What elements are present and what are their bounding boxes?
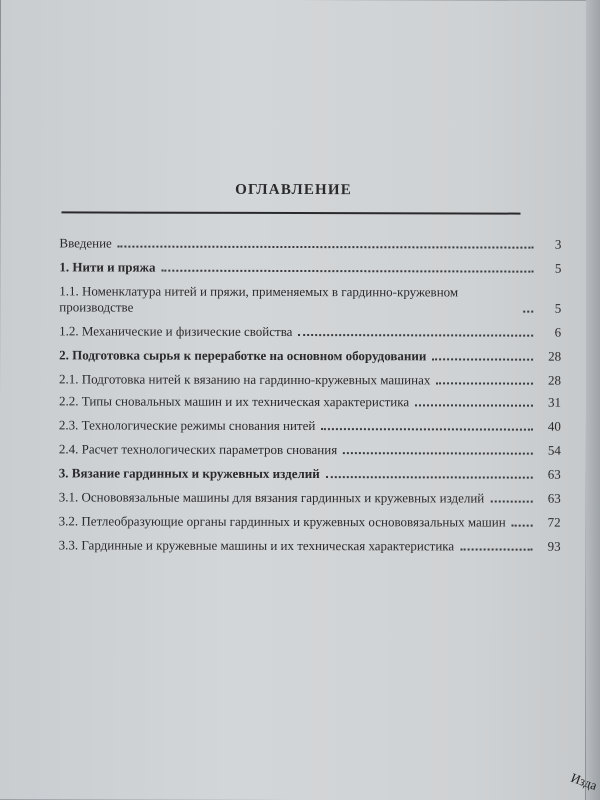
dot-leader [161, 268, 533, 273]
toc-entry-chapter-2 [59, 347, 561, 364]
toc-heading: ОГЛАВЛЕНИЕ [235, 181, 353, 199]
toc-entry-page: 5 [554, 260, 562, 276]
toc-entry-title: 1. Нити и пряжа [59, 259, 156, 275]
dot-leader [436, 380, 533, 384]
toc-entry-page: 93 [547, 538, 561, 554]
toc-entry-page: 31 [547, 394, 562, 410]
toc-entry-page: 63 [547, 490, 561, 506]
dot-leader [512, 523, 533, 527]
toc-entry-1-2 [59, 323, 561, 340]
toc-entry-page: 54 [547, 442, 561, 458]
toc-entry-3-3 [59, 537, 561, 554]
toc-entry-2-4 [59, 441, 561, 458]
toc-entry-title: 2.2. Типы сновальных машин и их техническая характеристика [58, 393, 410, 410]
toc-entry-1-1 [59, 283, 561, 316]
toc-entry-3-2 [59, 513, 561, 530]
dot-leader [523, 309, 533, 313]
toc-entry-title: 3.1. Основовязальные машины для вязания гардинных и кружевных изделий [58, 489, 485, 506]
toc-entry-page: 28 [548, 348, 562, 364]
toc-entry-title: 2.1. Подготовка нитей к вязанию на гардинно-кружевных машинах [59, 371, 431, 388]
toc-entry-2-2 [59, 393, 561, 410]
toc-entry-title: 3. Вязание гардинных и кружевных изделий [58, 465, 320, 482]
dot-leader [321, 426, 533, 431]
toc-entry-intro [59, 235, 561, 252]
dot-leader [343, 450, 533, 454]
dot-leader [432, 356, 533, 360]
toc-entry-title: 3.2. Петлеобразующие органы гардинных и кружевных основовязальных машин [58, 513, 506, 530]
toc-entry-title: 3.3. Гардинные и кружевные машины и их техническая характеристика [58, 537, 455, 554]
toc-entry-title: 2. Подготовка сырья к переработке на основном оборудовании [59, 347, 427, 364]
toc-entry-page: 63 [547, 466, 561, 482]
toc-entry-title: 2.3. Технологические режимы снования нитей [58, 417, 316, 434]
toc-entry-2-1 [59, 371, 561, 388]
heading-rule [61, 211, 520, 214]
table-of-contents [59, 235, 562, 562]
toc-entry-3-1 [59, 489, 561, 506]
toc-entry-title: 2.4. Расчет технологических параметров снования [58, 441, 338, 458]
dot-leader [298, 332, 533, 337]
toc-entry-page: 3 [554, 236, 562, 252]
corner-fragment-text: Изда [569, 769, 600, 794]
dot-leader [415, 402, 533, 406]
toc-entry-page: 72 [547, 514, 561, 530]
toc-entry-chapter-3 [59, 465, 561, 482]
toc-entry-title: 1.2. Механические и физические свойства [59, 323, 293, 339]
toc-entry-title: Введение [59, 235, 112, 251]
dot-leader [490, 499, 532, 503]
toc-entry-chapter-1 [59, 259, 561, 276]
toc-entry-page: 6 [554, 324, 562, 340]
toc-entry-page: 40 [547, 418, 561, 434]
toc-entry-title: 1.1. Номенклатура нитей и пряжи, применяемых в гардинно-кружевном производстве [59, 283, 459, 315]
next-page-edge [586, 0, 600, 800]
dot-leader [460, 546, 532, 550]
toc-entry-2-3 [59, 417, 561, 434]
toc-entry-page: 5 [554, 300, 562, 316]
dot-leader [326, 474, 533, 479]
toc-entry-page: 28 [548, 372, 562, 388]
dot-leader [118, 244, 534, 249]
